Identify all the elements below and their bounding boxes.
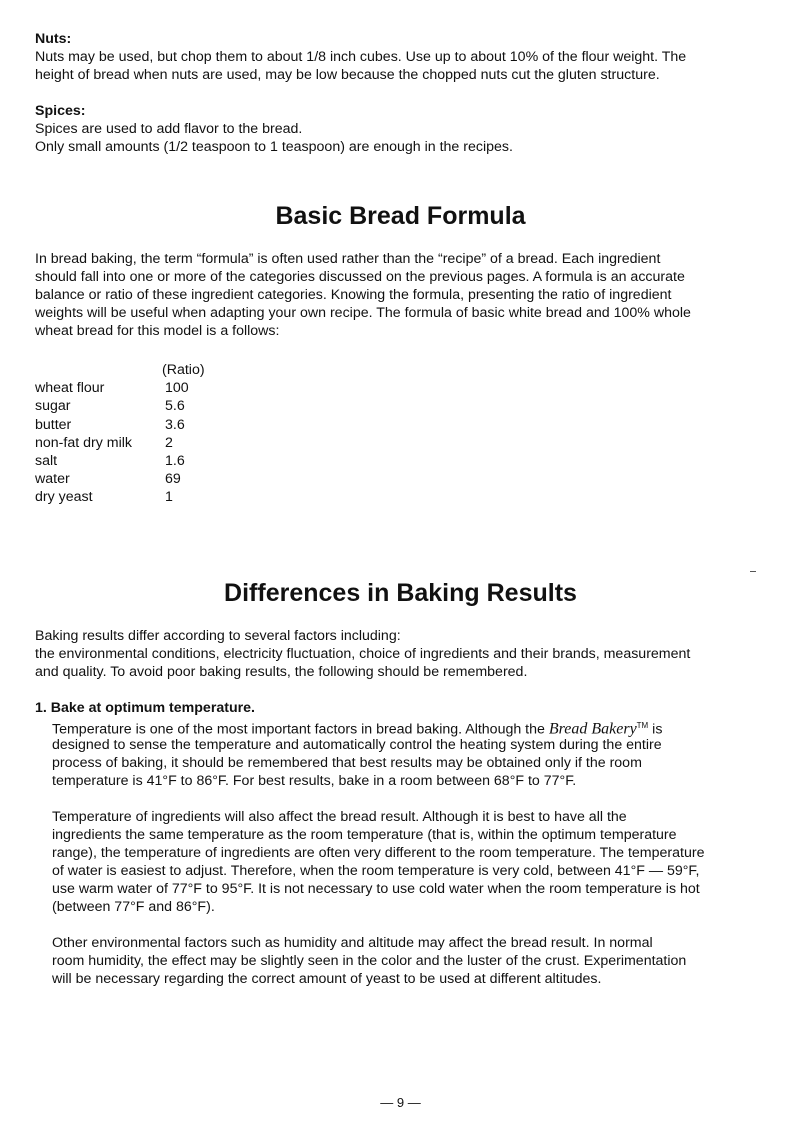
ratio-header: (Ratio) bbox=[162, 362, 205, 378]
para3-line-1: Other environmental factors such as humidity and altitude may affect the bread result. In normal bbox=[52, 935, 653, 951]
ingredient-name: butter bbox=[35, 416, 72, 433]
table-row bbox=[35, 397, 205, 415]
nuts-line-1: Nuts may be used, but chop them to about 1/8 inch cubes. Use up to about 10% of the flour weight. The bbox=[35, 49, 687, 65]
para2-line-4: of water is easiest to adjust. Therefore, when the room temperature is very cold, between 41°F — 59°F, bbox=[52, 863, 700, 879]
formula-heading: Basic Bread Formula bbox=[275, 202, 526, 230]
table-row bbox=[35, 488, 205, 506]
formula-line-5: wheat bread for this model is a follows: bbox=[35, 323, 280, 339]
ingredient-name: water bbox=[35, 471, 70, 488]
spices-heading: Spices: bbox=[35, 103, 86, 119]
ingredient-name: dry yeast bbox=[35, 489, 93, 506]
ingredient-ratio: 3.6 bbox=[165, 416, 185, 433]
ingredient-name: non-fat dry milk bbox=[35, 434, 132, 451]
ingredient-ratio: 69 bbox=[165, 471, 181, 488]
brand-logo-text: Bread Bakery bbox=[548, 720, 637, 738]
differences-heading: Differences in Baking Results bbox=[224, 579, 577, 607]
para2-line-3: range), the temperature of ingredients are often very different to the room temperature. The temperature bbox=[52, 845, 705, 861]
ingredient-ratio: 1 bbox=[165, 489, 173, 506]
item1-line-1-pre: Temperature is one of the most important factors in bread baking. Although the bbox=[52, 721, 549, 738]
item1-line-1-post: is bbox=[648, 721, 663, 738]
item1-title: 1. Bake at optimum temperature. bbox=[35, 700, 255, 716]
trademark-mark: TM bbox=[636, 721, 649, 730]
formula-line-4: weights will be useful when adapting your own recipe. The formula of basic white bread and 100% whole bbox=[35, 305, 691, 321]
ingredient-ratio: 1.6 bbox=[165, 453, 185, 470]
ingredient-ratio: 2 bbox=[165, 434, 173, 451]
ingredient-ratio: 5.6 bbox=[165, 398, 185, 415]
para3-line-3: will be necessary regarding the correct amount of yeast to be used at different altitudes. bbox=[52, 971, 602, 987]
differences-intro-3: and quality. To avoid poor baking results, the following should be remembered. bbox=[35, 664, 528, 680]
item1-line-4: temperature is 41°F to 86°F. For best results, bake in a room between 68°F to 77°F. bbox=[52, 773, 577, 789]
table-row bbox=[35, 452, 205, 470]
ingredient-name: wheat flour bbox=[35, 380, 105, 397]
table-row bbox=[35, 416, 205, 434]
nuts-line-2: height of bread when nuts are used, may be low because the chopped nuts cut the gluten structure. bbox=[35, 67, 660, 83]
table-row bbox=[35, 470, 205, 488]
ingredient-name: salt bbox=[35, 453, 58, 470]
ingredient-name: sugar bbox=[35, 398, 71, 415]
scan-speck bbox=[750, 571, 756, 572]
formula-line-1: In bread baking, the term “formula” is often used rather than the “recipe” of a bread. Each ingredient bbox=[35, 251, 661, 267]
table-row bbox=[35, 379, 205, 397]
ratio-header-row bbox=[35, 361, 205, 379]
ratio-table bbox=[35, 361, 205, 507]
formula-line-2: should fall into one or more of the categories discussed on the previous pages. A formula is an accurate bbox=[35, 269, 685, 285]
ingredient-ratio: 100 bbox=[165, 380, 189, 397]
spices-line-2: Only small amounts (1/2 teaspoon to 1 teaspoon) are enough in the recipes. bbox=[35, 139, 513, 155]
para2-line-5: use warm water of 77°F to 95°F. It is not necessary to use cold water when the room temperature is hot bbox=[52, 881, 700, 897]
differences-intro-1: Baking results differ according to several factors including: bbox=[35, 628, 401, 644]
table-row bbox=[35, 434, 205, 452]
spices-line-1: Spices are used to add flavor to the bread. bbox=[35, 121, 303, 137]
nuts-heading: Nuts: bbox=[35, 31, 72, 47]
para2-line-2: ingredients the same temperature as the room temperature (that is, within the optimum temperature bbox=[52, 827, 677, 843]
para2-line-6: (between 77°F and 86°F). bbox=[52, 899, 215, 915]
page-number: — 9 — bbox=[380, 1095, 421, 1110]
para2-line-1: Temperature of ingredients will also affect the bread result. Although it is best to have all the bbox=[52, 809, 627, 825]
differences-intro-2: the environmental conditions, electricity fluctuation, choice of ingredients and their brands, measurement bbox=[35, 646, 691, 662]
item1-line-2: designed to sense the temperature and automatically control the heating system during the entire bbox=[52, 737, 662, 753]
formula-line-3: balance or ratio of these ingredient categories. Knowing the formula, presenting the ratio of ingredient bbox=[35, 287, 672, 303]
para3-line-2: room humidity, the effect may be slightly seen in the color and the luster of the crust. Experimentation bbox=[52, 953, 687, 969]
item1-line-3: process of baking, it should be remembered that best results may be obtained only if the room bbox=[52, 755, 642, 771]
